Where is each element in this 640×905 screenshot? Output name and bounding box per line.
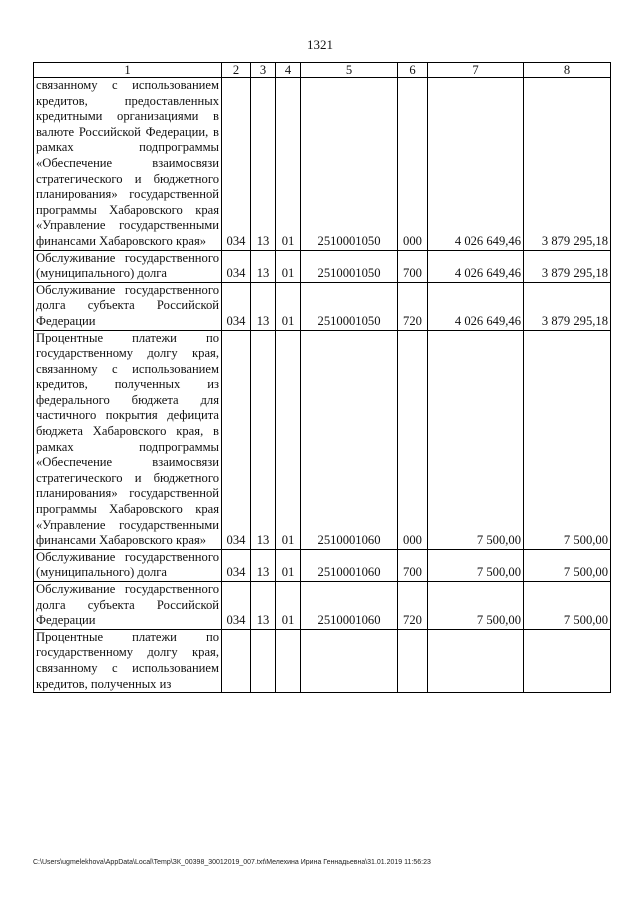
row-ministry-code: 034 xyxy=(222,330,251,549)
row-expense-type: 000 xyxy=(398,78,428,251)
row-section: 13 xyxy=(251,250,276,282)
row-target-article: 2510001060 xyxy=(301,549,398,581)
row-subsection xyxy=(276,629,301,692)
row-subsection: 01 xyxy=(276,330,301,549)
table-row xyxy=(34,582,611,630)
row-subsection: 01 xyxy=(276,250,301,282)
row-target-article: 2510001060 xyxy=(301,582,398,630)
header-col-5: 5 xyxy=(301,63,398,78)
row-amount-2: 7 500,00 xyxy=(524,549,611,581)
row-ministry-code: 034 xyxy=(222,549,251,581)
row-description: Процентные платежи по государственному долгу края, связанному с использованием кредитов, полученных из xyxy=(34,629,222,692)
row-ministry-code: 034 xyxy=(222,78,251,251)
row-target-article: 2510001060 xyxy=(301,330,398,549)
table-row xyxy=(34,250,611,282)
row-amount-2: 7 500,00 xyxy=(524,582,611,630)
header-col-4: 4 xyxy=(276,63,301,78)
row-section: 13 xyxy=(251,582,276,630)
row-description: Процентные платежи по государственному долгу края, связанному с использованием кредитов, полученных из федерального бюджета для частичного покрытия дефицита бюджета Хабаровского края, в рамках подпрограммы «Обеспечение взаимосвязи стратегического и бюджетного планирования» государственной программы Хабаровского края «Управление государственными финансами Хабаровского края» xyxy=(34,330,222,549)
row-section: 13 xyxy=(251,282,276,330)
row-expense-type: 000 xyxy=(398,330,428,549)
row-expense-type: 720 xyxy=(398,582,428,630)
table-row xyxy=(34,549,611,581)
row-amount-1: 7 500,00 xyxy=(428,330,524,549)
row-section: 13 xyxy=(251,549,276,581)
row-subsection: 01 xyxy=(276,582,301,630)
row-expense-type: 700 xyxy=(398,250,428,282)
header-col-7: 7 xyxy=(428,63,524,78)
row-subsection: 01 xyxy=(276,78,301,251)
row-description: Обслуживание государственного долга субъекта Российской Федерации xyxy=(34,582,222,630)
row-expense-type: 720 xyxy=(398,282,428,330)
row-amount-1: 4 026 649,46 xyxy=(428,282,524,330)
header-col-8: 8 xyxy=(524,63,611,78)
budget-table xyxy=(33,62,611,693)
row-target-article xyxy=(301,629,398,692)
row-amount-2: 3 879 295,18 xyxy=(524,282,611,330)
row-target-article: 2510001050 xyxy=(301,282,398,330)
row-subsection: 01 xyxy=(276,549,301,581)
row-target-article: 2510001050 xyxy=(301,250,398,282)
row-description: Обслуживание государственного (муниципального) долга xyxy=(34,250,222,282)
row-amount-1: 7 500,00 xyxy=(428,582,524,630)
row-amount-1: 4 026 649,46 xyxy=(428,250,524,282)
row-ministry-code: 034 xyxy=(222,582,251,630)
row-section: 13 xyxy=(251,330,276,549)
row-ministry-code xyxy=(222,629,251,692)
row-target-article: 2510001050 xyxy=(301,78,398,251)
row-amount-1: 7 500,00 xyxy=(428,549,524,581)
row-ministry-code: 034 xyxy=(222,282,251,330)
table-row xyxy=(34,78,611,251)
row-expense-type xyxy=(398,629,428,692)
header-col-6: 6 xyxy=(398,63,428,78)
row-amount-2: 7 500,00 xyxy=(524,330,611,549)
row-amount-2: 3 879 295,18 xyxy=(524,78,611,251)
row-subsection: 01 xyxy=(276,282,301,330)
header-col-3: 3 xyxy=(251,63,276,78)
table-row xyxy=(34,330,611,549)
row-amount-2: 3 879 295,18 xyxy=(524,250,611,282)
row-amount-2 xyxy=(524,629,611,692)
row-expense-type: 700 xyxy=(398,549,428,581)
row-section: 13 xyxy=(251,78,276,251)
row-ministry-code: 034 xyxy=(222,250,251,282)
row-description: связанному с использованием кредитов, предоставленных кредитными организациями в валюте Российской Федерации, в рамках подпрограммы «Обеспечение взаимосвязи стратегического и бюджетного планирования» государственной программы Хабаровского края «Управление государственными финансами Хабаровского края» xyxy=(34,78,222,251)
table-row xyxy=(34,629,611,692)
row-description: Обслуживание государственного (муниципального) долга xyxy=(34,549,222,581)
header-row xyxy=(34,63,611,78)
row-description: Обслуживание государственного долга субъекта Российской Федерации xyxy=(34,282,222,330)
row-amount-1 xyxy=(428,629,524,692)
row-section xyxy=(251,629,276,692)
row-amount-1: 4 026 649,46 xyxy=(428,78,524,251)
footer-file-path: C:\Users\ugmelekhova\AppData\Local\Temp\ЗК_00398_30012019_007.txt\Мелехина Ирина Геннадьевна\31.01.2019 11:56:23 xyxy=(33,859,431,866)
header-col-2: 2 xyxy=(222,63,251,78)
header-col-1: 1 xyxy=(34,63,222,78)
page-number: 1321 xyxy=(307,37,333,52)
table-row xyxy=(34,282,611,330)
